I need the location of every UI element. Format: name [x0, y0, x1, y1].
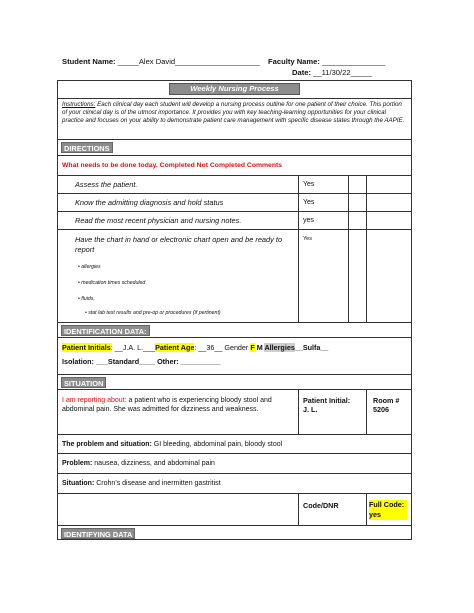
task-status[interactable]: Yes — [303, 236, 312, 242]
allergies-value[interactable]: __Sulfa__ — [294, 343, 329, 352]
student-name-line — [62, 57, 260, 66]
column-divider — [348, 175, 349, 322]
reporting-text — [62, 396, 287, 414]
problem-value[interactable]: nausea, dizziness, and abdominal pain — [92, 460, 215, 467]
reporting-row — [58, 389, 411, 434]
bullet-item: • medication times scheduled — [78, 280, 146, 286]
worksheet-title: Weekly Nursing Process Worksheet — [169, 83, 300, 95]
identification-line-1 — [62, 344, 328, 352]
gender-m[interactable]: M — [256, 343, 263, 352]
identification-row — [58, 337, 411, 374]
task-text: Read the most recent physician and nursing notes. — [75, 216, 242, 225]
column-divider — [366, 389, 367, 434]
patient-age-label: Patient Age — [155, 343, 195, 352]
task-status[interactable]: yes — [303, 217, 314, 224]
problem-label: Problem: — [62, 460, 93, 467]
task-text: Have the chart in hand or electronic chart open and be ready to report — [75, 235, 283, 254]
room-number[interactable]: Room # 5206 — [373, 396, 400, 414]
full-code[interactable]: Full Code: yes — [369, 500, 407, 520]
directions-subheader: What needs to be done today. Completed Not Completed Comments — [62, 162, 283, 169]
faculty-name-line — [268, 57, 385, 66]
column-divider — [298, 175, 299, 322]
task-row — [58, 175, 411, 193]
directions-label: DIRECTIONS — [61, 142, 113, 153]
task-status[interactable]: Yes — [303, 199, 315, 206]
faculty-name-label: Faculty Name: — [268, 57, 320, 66]
situation-label-row — [58, 374, 411, 389]
task-row — [58, 211, 411, 229]
instructions-label: Instructions: — [62, 101, 96, 108]
reporting-label: I am reporting about: — [62, 397, 127, 404]
task-status[interactable]: Yes — [303, 181, 315, 188]
date-label: Date: — [292, 68, 311, 77]
code-dnr-label: Code/DNR — [303, 501, 339, 510]
allergies-label: Allergies — [264, 343, 295, 352]
patient-initials-value[interactable]: : __J.A. L.___ — [110, 343, 156, 352]
identification-label: IDENTIFICATION DATA: — [61, 325, 150, 336]
directions-label-row — [58, 139, 411, 155]
identifying-label-row — [58, 525, 411, 540]
column-divider — [298, 389, 299, 434]
date-value[interactable]: __11/30/22_____ — [313, 68, 372, 77]
task-text: Assess the patient. — [75, 180, 138, 189]
bullet-item: • fluids, — [78, 296, 95, 302]
identifying-label: IDENTIFYING DATA — [61, 528, 135, 539]
patient-initials-label: Patient Initials — [62, 343, 111, 352]
column-divider — [366, 493, 367, 525]
bullet-item: • stat lab test results and pre-op or procedures (if pertinent) — [85, 310, 221, 316]
problem-situation-label: The problem and situation: — [62, 441, 152, 448]
instructions-row — [58, 98, 411, 138]
instructions — [62, 101, 407, 125]
patient-initial[interactable]: Patient Initial: J. L. — [303, 396, 351, 414]
situation-detail-label: Situation: — [62, 480, 95, 487]
instructions-text: Each clinical day each student will develop a nursing process outline for one patient of their choice. This portion of your clinical day is of the utmost importance. It provides you with key teaching-learning opportunities for your clinical practice and focuses on your ability to demonstrate patient care management with specific disease states through the AAPIE. — [62, 101, 405, 124]
column-divider — [366, 175, 367, 322]
bullet-item: • allergies — [78, 264, 101, 270]
date-line — [292, 68, 372, 77]
student-name-label: Student Name: — [62, 57, 116, 66]
problem-row — [58, 453, 411, 473]
isolation-line[interactable]: Isolation: ___Standard____ Other: __________ — [62, 357, 221, 366]
task-text: Know the admitting diagnosis and hold status — [75, 198, 224, 207]
code-row — [58, 493, 411, 525]
problem-situation — [62, 441, 282, 449]
column-divider — [298, 493, 299, 525]
patient-age-value[interactable]: : __36__ Gender — [194, 343, 249, 352]
situation-detail-value[interactable]: Crohn’s disease and inermitten gastritist — [94, 480, 221, 487]
situation-label: SITUATION — [61, 377, 106, 388]
task-row — [58, 229, 411, 322]
gender-f[interactable]: F — [250, 343, 255, 352]
faculty-name-value[interactable]: _______________ — [322, 57, 386, 66]
problem — [62, 460, 215, 468]
worksheet-frame — [57, 80, 412, 540]
task-row — [58, 193, 411, 211]
situation-row — [58, 473, 411, 493]
problem-situation-row — [58, 434, 411, 453]
identification-label-row — [58, 322, 411, 337]
student-name-value[interactable]: _____Alex David____________________ — [117, 57, 260, 66]
directions-subheader-row — [58, 155, 411, 175]
problem-situation-value[interactable]: GI bleeding, abdominal pain, bloody stool — [151, 441, 283, 448]
reporting-value[interactable]: a patient who is experiencing bloody stool and abdominal pain. She was admitted for dizziness and weakness. — [62, 397, 272, 413]
situation-detail — [62, 480, 221, 488]
